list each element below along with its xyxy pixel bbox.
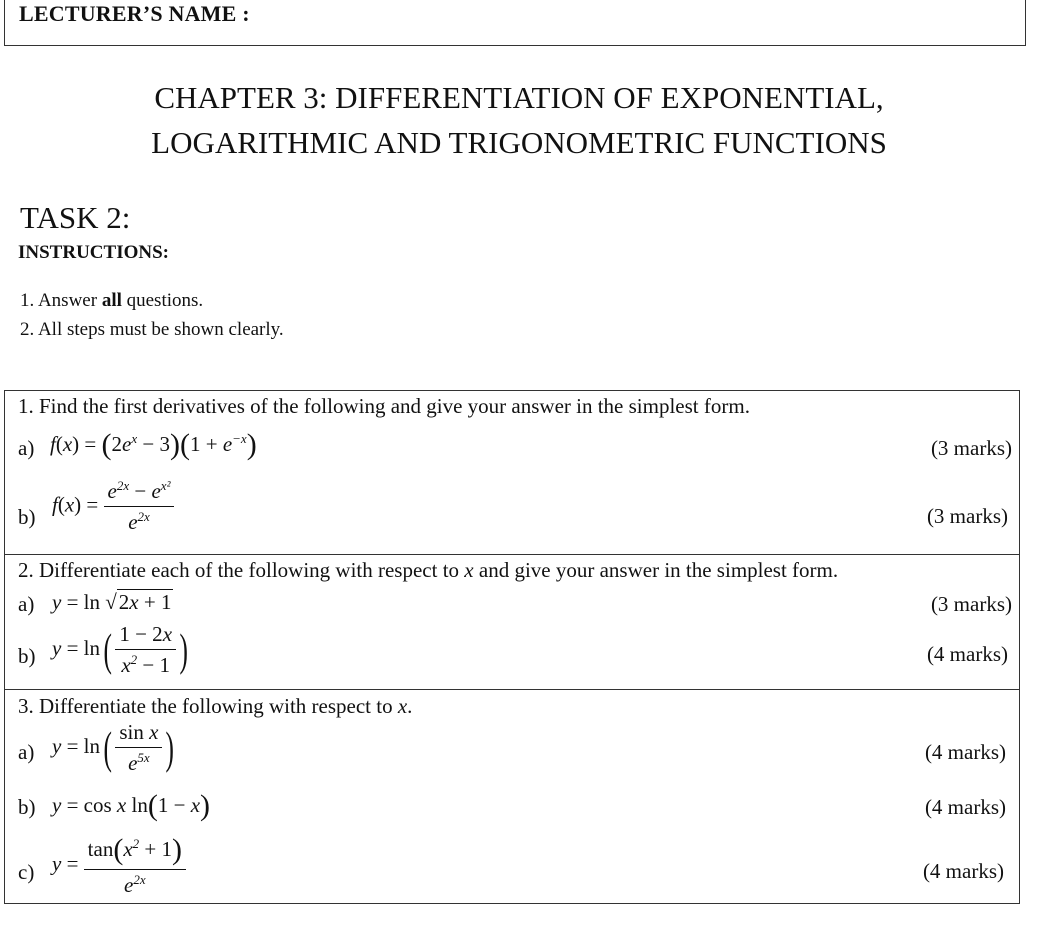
question-2a-expression: y = ln √2x + 1 <box>52 590 172 614</box>
instruction-item-2 <box>20 319 284 341</box>
chapter-title-line-2: LOGARITHMIC AND TRIGONOMETRIC FUNCTIONS <box>151 125 887 160</box>
question-1b-label: b) <box>18 505 36 529</box>
question-3b-expression: y = cos x ln(1 − x) <box>52 789 211 822</box>
instruction-item-1 <box>20 290 203 312</box>
question-3a-expression: y = ln( $\frac{\text{sin x}}{e^{5x}}$ ) <box>52 720 175 775</box>
question-3-heading-variable: x <box>397 694 408 718</box>
question-3-heading-tail: . <box>407 694 413 718</box>
question-2a-label: a) <box>18 592 35 616</box>
instruction-number: 1. <box>20 290 35 311</box>
question-2a-marks: (3 marks) <box>930 592 1012 616</box>
chapter-title-line-1: CHAPTER 3: DIFFERENTIATION OF EXPONENTIAL, <box>154 80 884 115</box>
question-2-heading-text: 2. Differentiate each of the following with respect to <box>18 558 460 582</box>
question-3a-label: a) <box>18 740 35 764</box>
question-2b-marks: (4 marks) <box>926 642 1008 666</box>
question-3c-label: c) <box>18 860 35 884</box>
question-2-heading-tail: and give your answer in the simplest form. <box>478 558 839 582</box>
question-3-heading-text: 3. Differentiate the following with respect to <box>18 694 393 718</box>
instruction-text-bold: all <box>101 290 122 311</box>
instruction-text-pre: Answer <box>37 290 102 311</box>
table-divider <box>4 554 1020 555</box>
question-1a-label: a) <box>18 436 35 460</box>
question-2b-expression: y = ln( $\frac{1 - 2x}{x^2 - 1}$ ) <box>52 622 188 677</box>
question-3a-marks: (4 marks) <box>924 740 1006 764</box>
question-3b-label: b) <box>18 795 36 819</box>
instruction-text-post: questions. <box>121 290 204 311</box>
lecturer-name-box <box>4 0 1026 46</box>
question-1b-expression: f(x) = $\frac{e^{2x} - e^{x^2}}{e^{2x}}$ <box>52 478 174 535</box>
task-title: TASK 2: <box>20 200 131 235</box>
instruction-number: 2. <box>20 319 35 340</box>
instructions-heading: INSTRUCTIONS: <box>18 242 169 263</box>
lecturer-name-label: LECTURER’S NAME : <box>19 1 250 26</box>
instruction-text: All steps must be shown clearly. <box>37 319 284 340</box>
question-1b-marks: (3 marks) <box>926 504 1008 528</box>
question-3c-expression: y = $\frac{\tan(x^2 + 1)}{e^{2x}}$ <box>52 833 186 898</box>
question-3b-marks: (4 marks) <box>924 795 1006 819</box>
question-1-heading: 1. Find the first derivatives of the following and give your answer in the simplest form. <box>18 394 750 418</box>
question-2b-label: b) <box>18 644 36 668</box>
question-3c-marks: (4 marks) <box>922 859 1004 883</box>
question-2-heading <box>18 558 838 583</box>
question-1a-expression: $f(x) = (2e^x - 3)(1 + e^{-x})$ <box>50 428 257 461</box>
question-1a-marks: (3 marks) <box>930 436 1012 460</box>
question-2-heading-variable: x <box>464 558 474 582</box>
table-divider <box>4 689 1020 690</box>
question-3-heading <box>18 694 412 719</box>
